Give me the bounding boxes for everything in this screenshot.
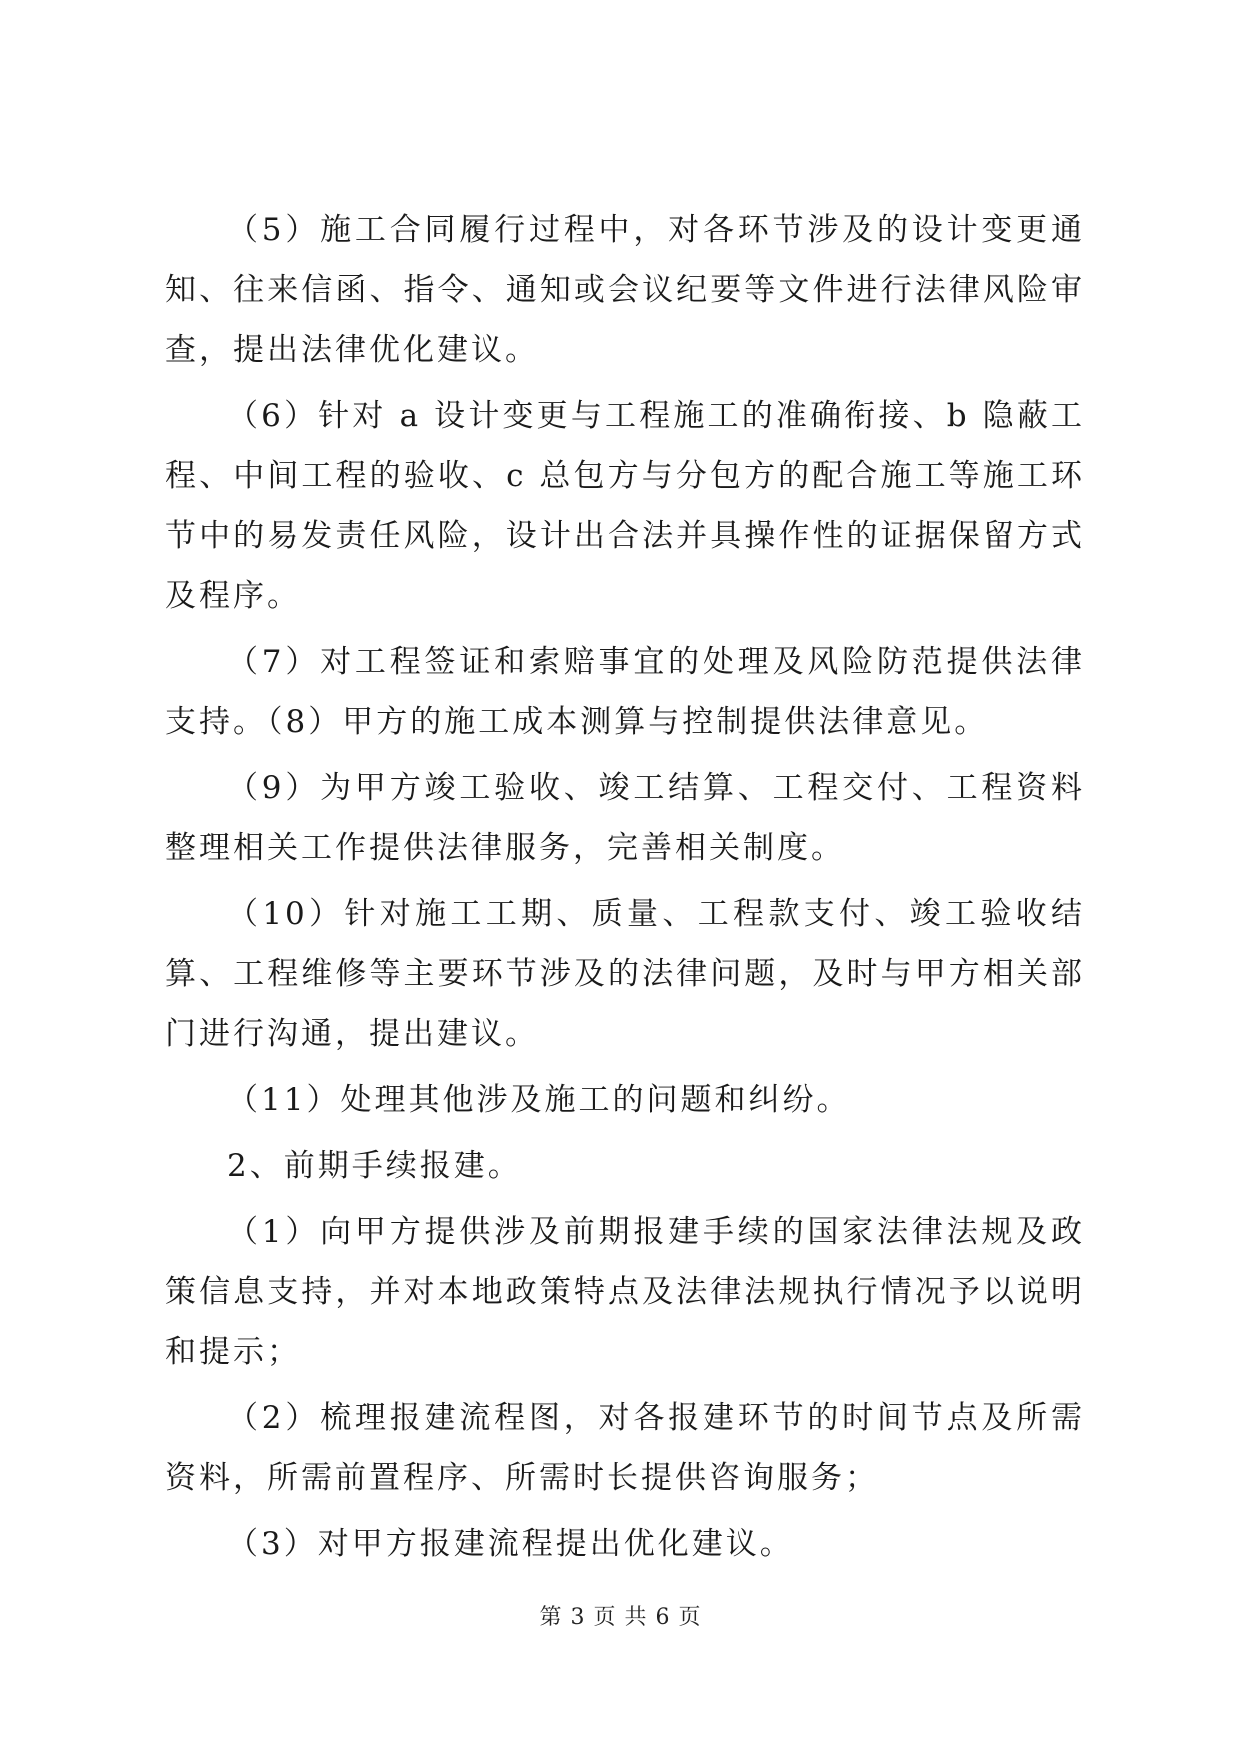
paragraph-subitem-3: （3）对甲方报建流程提出优化建议。 bbox=[227, 1526, 794, 1562]
paragraph-item-9: （9）为甲方竣工验收、竣工结算、工程交付、工程资料整理相关工作提供法律服务，完善相关制度。 bbox=[165, 770, 1085, 866]
section-heading-2: 2、前期手续报建。 bbox=[227, 1148, 522, 1184]
paragraph-subitem-1: （1）向甲方提供涉及前期报建手续的国家法律法规及政策信息支持，并对本地政策特点及法律法规执行情况予以说明和提示； bbox=[165, 1214, 1085, 1370]
page-number-footer: 第 3 页 共 6 页 bbox=[539, 1605, 702, 1630]
paragraph-item-10: （10）针对施工工期、质量、工程款支付、竣工验收结算、工程维修等主要环节涉及的法律问题，及时与甲方相关部门进行沟通，提出建议。 bbox=[165, 896, 1085, 1052]
paragraph-subitem-2: （2）梳理报建流程图，对各报建环节的时间节点及所需资料，所需前置程序、所需时长提供咨询服务； bbox=[165, 1400, 1085, 1496]
document-body bbox=[165, 200, 1085, 1574]
paragraph-item-5: （5）施工合同履行过程中，对各环节涉及的设计变更通知、往来信函、指令、通知或会议纪要等文件进行法律风险审查，提出法律优化建议。 bbox=[165, 212, 1085, 368]
paragraph-item-6: （6）针对 a 设计变更与工程施工的准确衔接、b 隐蔽工程、中间工程的验收、c 总包方与分包方的配合施工等施工环节中的易发责任风险，设计出合法并具操作性的证据保留方式及程序。 bbox=[165, 398, 1085, 614]
paragraph-item-11: （11）处理其他涉及施工的问题和纠纷。 bbox=[227, 1082, 851, 1118]
paragraph-item-7-8: （7）对工程签证和索赔事宜的处理及风险防范提供法律支持。（8）甲方的施工成本测算与控制提供法律意见。 bbox=[165, 644, 1085, 740]
